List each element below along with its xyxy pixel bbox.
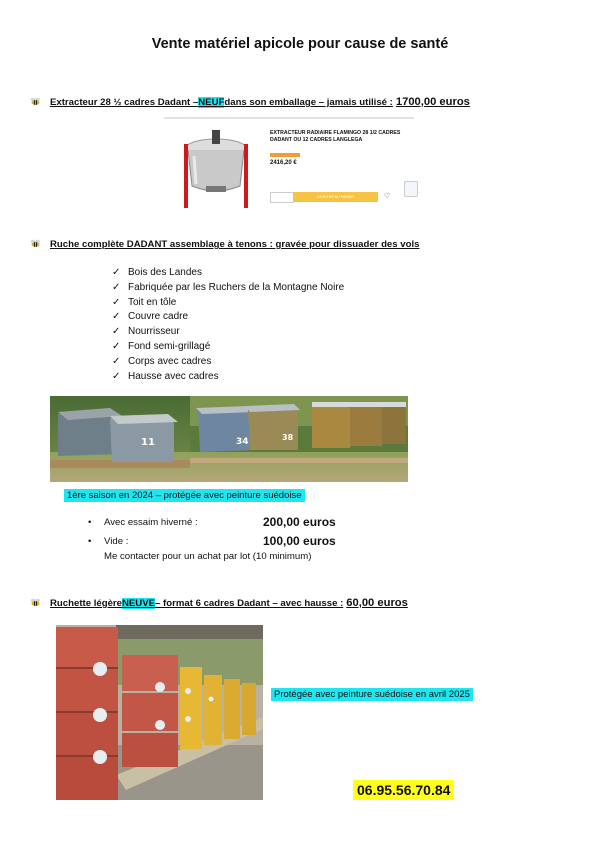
- season-note: 1ère saison en 2024 – protégée avec peinture suédoise: [64, 489, 305, 502]
- extractor-text-suffix: dans son emballage – jamais utilisé :: [224, 97, 393, 108]
- product-badge: [270, 153, 300, 157]
- captcha-icon: [404, 181, 418, 197]
- hive-number-label: 38: [282, 433, 294, 442]
- list-item: ✓ Nourrisseur: [112, 325, 344, 340]
- nucleus-text-suffix: – format 6 cadres Dadant – avec hausse :: [155, 598, 344, 609]
- check-icon: ✓: [112, 311, 121, 323]
- price-row-with-swarm: • Avec essaim hiverné : 200,00 euros: [88, 515, 336, 529]
- bullet-icon: •: [88, 536, 92, 547]
- check-icon: ✓: [112, 370, 121, 382]
- section-extractor-heading: [30, 96, 470, 108]
- hive-feature-list: [112, 266, 344, 384]
- neuf-highlight: NEUF: [198, 97, 225, 108]
- bee-icon: [30, 598, 41, 607]
- check-icon: ✓: [112, 296, 121, 308]
- list-item: ✓ Toit en tôle: [112, 296, 344, 311]
- bee-icon: [30, 239, 41, 248]
- neuve-highlight: NEUVE: [121, 598, 156, 609]
- hive-number-label: 11: [141, 437, 155, 448]
- list-item: ✓ Corps avec cadres: [112, 355, 344, 370]
- nucleus-paint-note: Protégée avec peinture suédoise en avril 2025: [271, 688, 473, 701]
- check-icon: ✓: [112, 267, 121, 278]
- product-price: 2416,20 €: [270, 160, 297, 166]
- phone-number[interactable]: 06.95.56.70.84: [353, 780, 454, 800]
- hive-photo: [50, 396, 408, 482]
- check-icon: ✓: [112, 355, 121, 367]
- extractor-product-screenshot: [162, 116, 420, 213]
- hive-number-label: 34: [236, 437, 249, 447]
- section-hive-heading: [30, 238, 419, 250]
- lot-purchase-note: Me contacter pour un achat par lot (10 minimum): [104, 551, 312, 562]
- section-nucleus-heading: [30, 597, 408, 609]
- breadcrumb: [164, 117, 414, 119]
- list-item: ✓ Couvre cadre: [112, 310, 344, 325]
- price-amount: 200,00 euros: [263, 515, 336, 529]
- check-icon: ✓: [112, 281, 121, 293]
- add-to-cart-button[interactable]: AJOUTER AU PANIER: [293, 192, 378, 202]
- price-amount: 100,00 euros: [263, 534, 336, 548]
- bullet-icon: •: [88, 517, 92, 528]
- quantity-field[interactable]: [270, 192, 294, 203]
- nucleus-hive-photo: [56, 625, 263, 800]
- price-row-empty: • Vide : 100,00 euros: [88, 534, 336, 548]
- list-item: ✓ Fabriquée par les Ruchers de la Montagne Noire: [112, 281, 344, 296]
- list-item: ✓ Bois des Landes: [112, 266, 344, 281]
- hive-heading-text: Ruche complète DADANT assemblage à tenons : gravée pour dissuader des vols: [50, 239, 420, 250]
- bee-icon: [30, 97, 41, 106]
- extractor-image: [176, 126, 256, 211]
- extractor-price: 1700,00 euros: [395, 96, 470, 108]
- page-title: Vente matériel apicole pour cause de santé: [151, 36, 449, 52]
- check-icon: ✓: [112, 326, 121, 338]
- heart-icon[interactable]: ♡: [384, 193, 391, 200]
- extractor-text-prefix: Extracteur 28 ½ cadres Dadant –: [50, 97, 199, 108]
- nucleus-price: 60,00 euros: [346, 597, 408, 609]
- list-item: ✓ Fond semi-grillagé: [112, 340, 344, 355]
- check-icon: ✓: [112, 340, 121, 352]
- product-title: EXTRACTEUR RADIAIRE FLAMINGO 28 1/2 CADRES DADANT OU 12 CADRES LANGLEGA: [270, 130, 401, 143]
- list-item: ✓ Hausse avec cadres: [112, 370, 344, 385]
- nucleus-text-prefix: Ruchette légère: [50, 598, 122, 609]
